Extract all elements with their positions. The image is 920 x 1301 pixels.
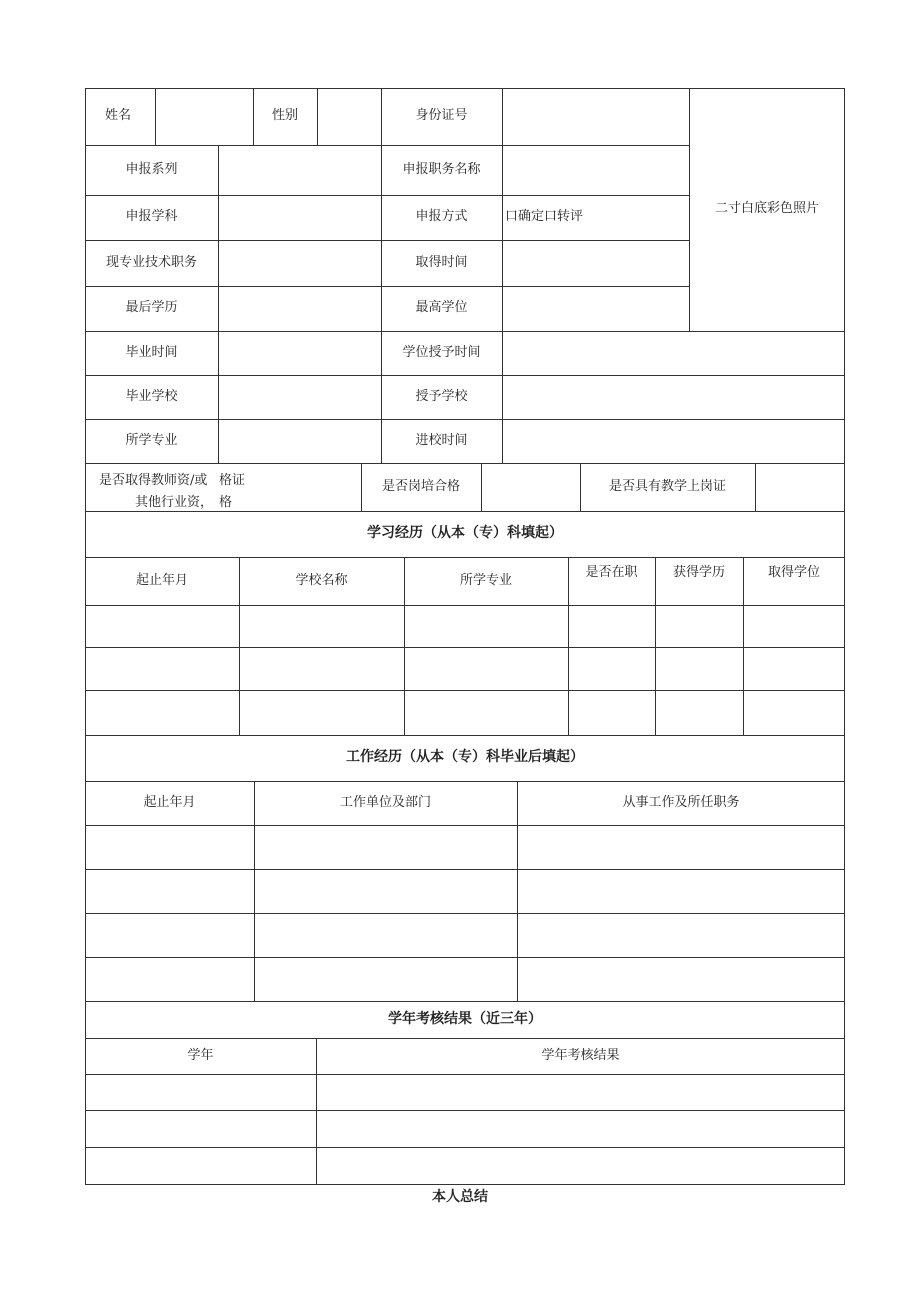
teaching-cert-field[interactable]: [755, 463, 845, 511]
self-summary-heading: 本人总结: [432, 1189, 488, 1205]
degree-school-field[interactable]: [502, 375, 845, 419]
qual-line2-a: 其他行业资，: [135, 495, 214, 510]
row-divider: [85, 1110, 845, 1111]
work-header-period: 起止年月: [143, 794, 196, 810]
study-header-education: 获得学历: [672, 565, 725, 580]
work-header-unit: 工作单位及部门: [339, 794, 431, 810]
highest-degree-field[interactable]: [502, 286, 689, 331]
graduation-time-field[interactable]: [218, 331, 381, 375]
work-header-duty: 从事工作及所任职务: [622, 794, 740, 810]
degree-time-field[interactable]: [502, 331, 845, 375]
graduation-school-label: 毕业学校: [125, 388, 178, 404]
qual-line2-b: 格: [219, 495, 233, 510]
assessment-header-year: 学年: [187, 1047, 214, 1063]
assessment-section-title: 学年考核结果（近三年）: [388, 1010, 542, 1027]
row-divider: [85, 647, 845, 648]
subject-field[interactable]: [218, 195, 381, 240]
id-number-field[interactable]: [502, 88, 689, 145]
entry-time-label: 进校时间: [415, 432, 468, 448]
last-education-field[interactable]: [218, 286, 381, 331]
photo-placeholder[interactable]: 二寸白底彩色照片: [714, 201, 819, 217]
row-divider: [85, 957, 845, 958]
method-checkboxes[interactable]: 口确定口转评: [505, 209, 584, 225]
id-number-label: 身份证号: [415, 108, 468, 124]
assessment-header-result: 学年考核结果: [541, 1047, 620, 1063]
degree-time-label: 学位授予时间: [402, 344, 481, 360]
current-title-label: 现专业技术职务: [105, 254, 197, 270]
highest-degree-label: 最高学位: [415, 300, 468, 316]
row-divider: [85, 605, 845, 606]
row-divider: [85, 1074, 845, 1075]
study-section-title: 学习经历（从本（专）科填起）: [367, 525, 563, 542]
series-label: 申报系列: [125, 161, 178, 177]
row-divider: [85, 690, 845, 691]
series-field[interactable]: [218, 145, 381, 195]
study-header-on-job: 是否在职: [585, 565, 638, 580]
row-divider: [85, 869, 845, 870]
current-title-field[interactable]: [218, 240, 381, 286]
name-label: 姓名: [105, 108, 132, 124]
qual-line1-b: 格证: [219, 473, 246, 488]
graduation-time-label: 毕业时间: [125, 344, 178, 360]
major-field[interactable]: [218, 419, 381, 463]
post-name-field[interactable]: [502, 145, 689, 195]
gender-label: 性别: [271, 108, 298, 124]
subject-label: 申报学科: [125, 209, 178, 225]
name-field[interactable]: [155, 88, 253, 145]
application-form-table: [85, 88, 845, 1185]
study-header-degree: 取得学位: [767, 565, 820, 580]
study-header-school: 学校名称: [295, 572, 348, 588]
major-label: 所学专业: [125, 432, 178, 448]
qual-line1-a: 是否取得教师资/或: [99, 473, 208, 488]
study-header-period: 起止年月: [135, 572, 188, 588]
row-divider: [85, 1147, 845, 1148]
teacher-qualification-label: [85, 463, 361, 511]
teaching-cert-label: 是否具有教学上岗证: [608, 478, 726, 494]
work-section-title: 工作经历（从本（专）科毕业后填起）: [346, 749, 584, 766]
training-field[interactable]: [481, 463, 580, 511]
degree-school-label: 授予学校: [415, 388, 468, 404]
last-education-label: 最后学历: [125, 300, 178, 316]
entry-time-field[interactable]: [502, 419, 845, 463]
gender-field[interactable]: [317, 88, 381, 145]
training-label: 是否岗培合格: [381, 478, 460, 494]
row-divider: [85, 825, 845, 826]
post-name-label: 申报职务名称: [402, 161, 481, 177]
row-divider: [85, 913, 845, 914]
obtain-time-field[interactable]: [502, 240, 689, 286]
study-header-major: 所学专业: [459, 572, 512, 588]
graduation-school-field[interactable]: [218, 375, 381, 419]
method-label: 申报方式: [415, 209, 468, 225]
obtain-time-label: 取得时间: [415, 254, 468, 270]
